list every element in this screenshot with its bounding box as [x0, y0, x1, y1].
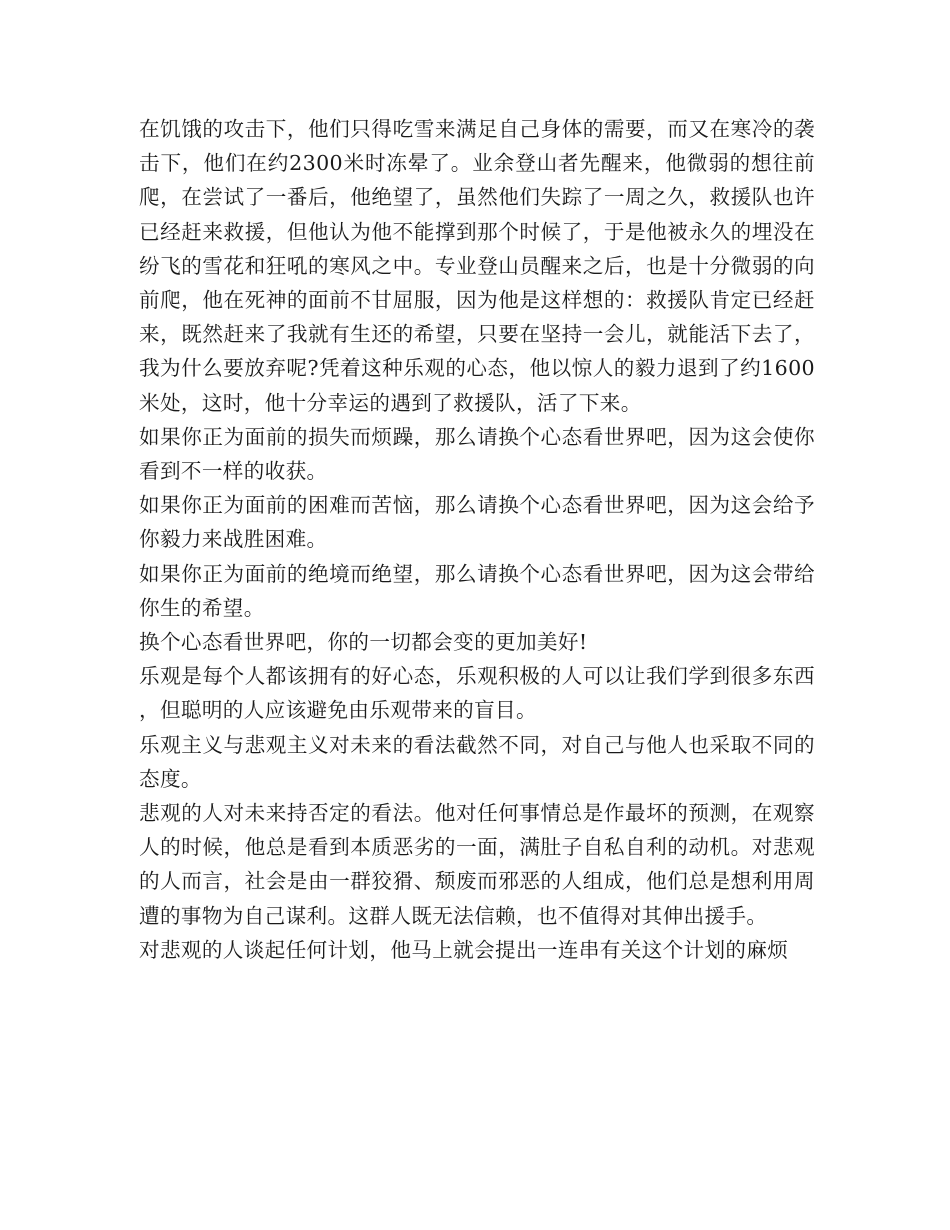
paragraph: 在饥饿的攻击下，他们只得吃雪来满足自己身体的需要，而又在寒冷的袭击下，他们在约2300米时冻晕了。业余登山者先醒来，他微弱的想往前爬，在尝试了一番后，他绝望了，虽然他们失踪了一周之久，救援队也许已经赶来救援，但他认为他不能撑到那个时候了，于是他被永久的埋没在纷飞的雪花和狂吼的寒风之中。专业登山员醒来之后，也是十分微弱的向前爬，他在死神的面前不甘屈服，因为他是这样想的：救援队肯定已经赶来，既然赶来了我就有生还的希望，只要在坚持一会儿，就能活下去了，我为什么要放弃呢?凭着这种乐观的心态，他以惊人的毅力退到了约1600米处，这时，他十分幸运的遇到了救援队，活了下来。	[139, 117, 815, 415]
paragraph: 悲观的人对未来持否定的看法。他对任何事情总是作最坏的预测，在观察人的时候，他总是看到本质恶劣的一面，满肚子自私自利的动机。对悲观的人而言，社会是由一群狡猾、颓废而邪恶的人组成，他们总是想利用周遭的事物为自己谋利。这群人既无法信赖，也不值得对其伸出援手。	[139, 801, 815, 928]
paragraph: 乐观是每个人都该拥有的好心态，乐观积极的人可以让我们学到很多东西，但聪明的人应该避免由乐观带来的盲目。	[139, 664, 815, 723]
paragraph: 换个心态看世界吧，你的一切都会变的更加美好!	[139, 630, 588, 655]
document-body	[139, 112, 815, 967]
paragraph: 如果你正为面前的绝境而绝望，那么请换个心态看世界吧，因为这会带给你生的希望。	[139, 561, 815, 620]
paragraph: 如果你正为面前的损失而烦躁，那么请换个心态看世界吧，因为这会使你看到不一样的收获。	[139, 424, 815, 484]
paragraph: 乐观主义与悲观主义对未来的看法截然不同，对自己与他人也采取不同的态度。	[139, 732, 815, 791]
paragraph: 对悲观的人谈起任何计划，他马上就会提出一连串有关这个计划的麻烦	[139, 937, 789, 962]
paragraph: 如果你正为面前的困难而苦恼，那么请换个心态看世界吧，因为这会给予你毅力来战胜困难。	[139, 493, 815, 552]
